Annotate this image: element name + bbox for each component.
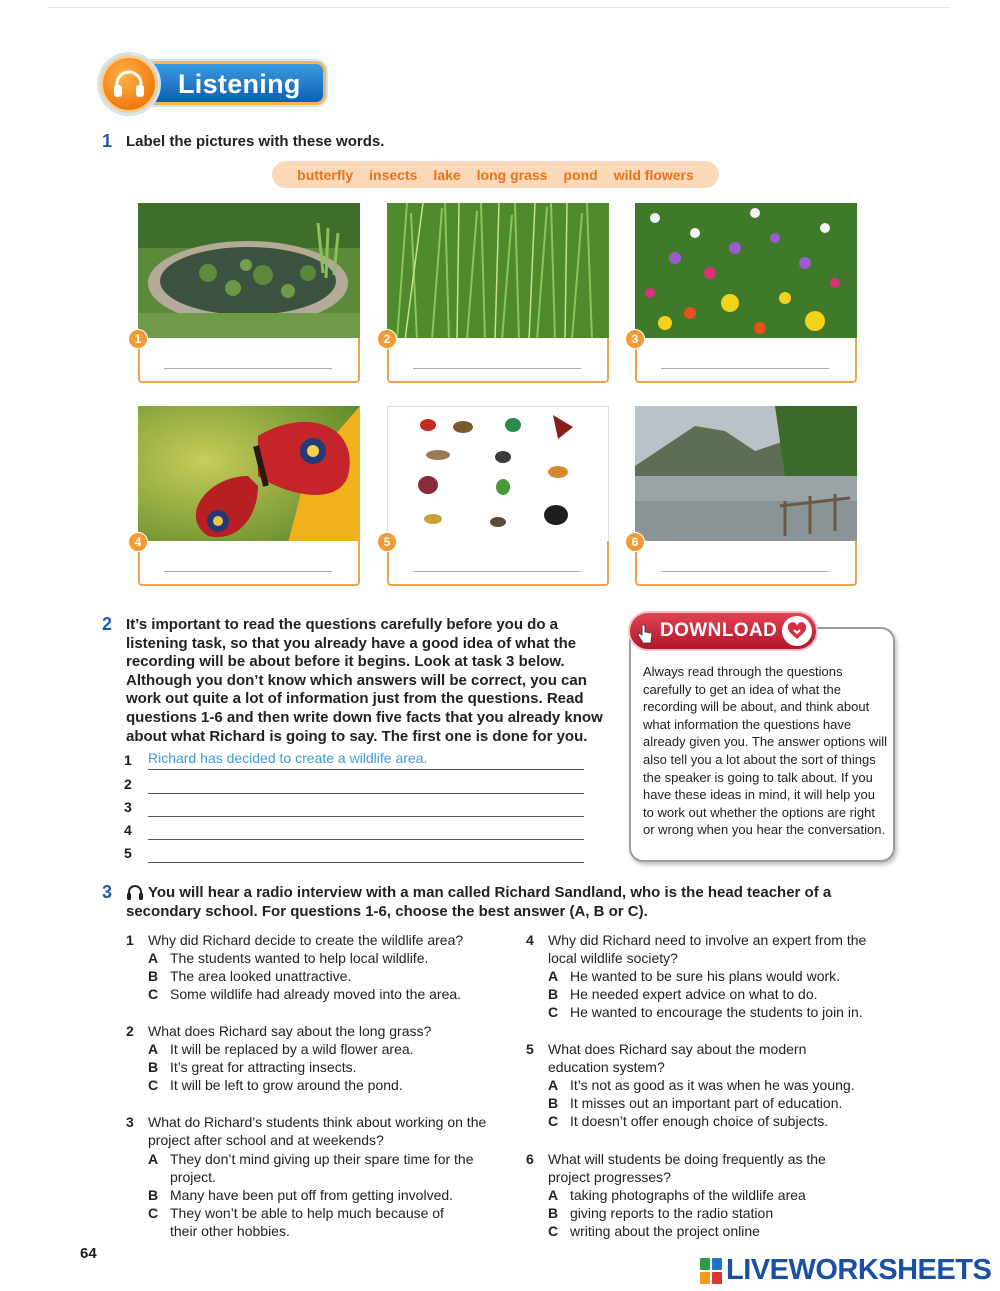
option-letter: A	[148, 1041, 159, 1057]
option-text: It’s great for attracting insects.	[170, 1059, 357, 1075]
heart-download-icon	[782, 616, 812, 646]
option-letter: B	[148, 1059, 159, 1075]
option-text: He wanted to be sure his plans would work.	[570, 968, 841, 984]
question-text: What does Richard say about the modern education system?	[548, 1041, 807, 1076]
section-title: Listening	[178, 69, 301, 99]
picture-card-wild-flowers	[631, 203, 857, 383]
fact-number: 3	[124, 799, 132, 815]
answer-box[interactable]	[138, 338, 360, 383]
question-text: What do Richard’s students think about working on the project after school and at weekends?	[148, 1114, 487, 1149]
listening-header	[100, 55, 328, 113]
answer-box[interactable]	[387, 541, 609, 586]
picture-number: 2	[377, 329, 397, 349]
question-number: 4	[526, 932, 534, 948]
fact-example-answer: Richard has decided to create a wildlife area.	[148, 750, 428, 766]
word-bank-item: lake	[433, 166, 461, 183]
fact-row	[124, 797, 584, 817]
fact-input-line[interactable]	[148, 793, 584, 794]
option-letter: A	[548, 1077, 559, 1093]
fact-number: 5	[124, 845, 132, 861]
download-tip-box	[629, 627, 895, 862]
fact-number: 2	[124, 776, 132, 792]
option-text: He needed expert advice on what to do.	[570, 986, 818, 1002]
option-text: He wanted to encourage the students to join in.	[570, 1004, 863, 1020]
fact-input-line[interactable]	[148, 839, 584, 840]
question-text: What will students be doing frequently as the project progresses?	[548, 1151, 826, 1186]
task-3-number: 3	[102, 882, 113, 902]
option-letter: A	[148, 950, 159, 966]
question-text: What does Richard say about the long grass?	[148, 1023, 432, 1039]
option-text: Some wildlife had already moved into the area.	[170, 986, 462, 1002]
fact-row	[124, 843, 584, 863]
picture-card-butterfly	[134, 406, 360, 586]
question-number: 6	[526, 1151, 534, 1167]
option-text: writing about the project online	[570, 1223, 760, 1239]
fact-number: 4	[124, 822, 132, 838]
option-text: They won’t be able to help much because of their other hobbies.	[170, 1205, 444, 1240]
fact-row	[124, 750, 584, 770]
option-letter: C	[548, 1004, 559, 1020]
download-label: DOWNLOAD	[660, 620, 778, 641]
option-text: It will be replaced by a wild flower area.	[170, 1041, 414, 1057]
question-number: 5	[526, 1041, 534, 1057]
option-letter: B	[548, 986, 559, 1002]
long-grass-image	[387, 203, 609, 340]
lake-image	[635, 406, 857, 543]
fact-input-line[interactable]	[148, 862, 584, 863]
butterfly-image	[138, 406, 360, 543]
option-text: They don’t mind giving up their spare time for the project.	[170, 1151, 474, 1186]
option-text: The area looked unattractive.	[170, 968, 352, 984]
pond-image	[138, 203, 360, 340]
word-bank-item: pond	[563, 166, 598, 183]
option-letter: A	[548, 968, 559, 984]
fact-input-line[interactable]	[148, 816, 584, 817]
top-rule	[48, 7, 950, 8]
task-3-instruction: You will hear a radio interview with a man called Richard Sandland, who is the head teacher of a secondary school. For questions 1-6, choose the best answer (A, B or C).	[126, 884, 832, 920]
fact-number: 1	[124, 752, 132, 768]
option-text: It misses out an important part of education.	[570, 1095, 843, 1111]
brand-name: LIVEWORKSHEETS	[726, 1254, 992, 1286]
pointer-hand-icon	[636, 623, 654, 645]
option-letter: C	[148, 1077, 159, 1093]
download-banner	[628, 611, 818, 651]
picture-card-lake	[631, 406, 857, 586]
picture-card-long-grass	[383, 203, 609, 383]
fact-row	[124, 774, 584, 794]
page-number: 64	[80, 1245, 97, 1262]
task-2-number: 2	[102, 614, 113, 634]
task-2-instruction: It’s important to read the questions carefully before you do a listening task, so that you already have a good idea of what the recording will be about before it begins. Look at task 3 below. Although you don’t know which answers will be correct, you can work out quite a lot of information just from the questions. Read questions 1-6 and then write down five facts that you already know about what Richard is going to say. The first one is done for you.	[126, 616, 603, 745]
option-letter: C	[148, 1205, 159, 1221]
picture-card-pond	[134, 203, 360, 383]
option-letter: B	[148, 968, 159, 984]
picture-number: 4	[128, 532, 148, 552]
task-1-instruction: Label the pictures with these words.	[126, 133, 385, 150]
word-bank	[272, 161, 719, 188]
picture-number: 5	[377, 532, 397, 552]
option-letter: A	[548, 1187, 559, 1203]
option-letter: B	[548, 1095, 559, 1111]
picture-number: 3	[625, 329, 645, 349]
option-text: It will be left to grow around the pond.	[170, 1077, 403, 1093]
option-letter: C	[148, 986, 159, 1002]
picture-number: 6	[625, 532, 645, 552]
option-letter: B	[548, 1205, 559, 1221]
question-text: Why did Richard decide to create the wildlife area?	[148, 932, 464, 948]
wild-flowers-image	[635, 203, 857, 340]
answer-box[interactable]	[635, 541, 857, 586]
option-text: taking photographs of the wildlife area	[570, 1187, 806, 1203]
picture-card-insects	[383, 406, 609, 586]
insects-image	[387, 406, 609, 543]
answer-box[interactable]	[138, 541, 360, 586]
option-text: It’s not as good as it was when he was young.	[570, 1077, 855, 1093]
picture-number: 1	[128, 329, 148, 349]
logo-grid-icon	[700, 1258, 722, 1284]
option-text: Many have been put off from getting involved.	[170, 1187, 454, 1203]
answer-box[interactable]	[387, 338, 609, 383]
fact-row	[124, 820, 584, 840]
task-1-number: 1	[102, 131, 113, 151]
option-text: It doesn’t offer enough choice of subjects.	[570, 1113, 829, 1129]
option-letter: C	[548, 1223, 559, 1239]
question-number: 3	[126, 1114, 134, 1130]
option-letter: C	[548, 1113, 559, 1129]
word-bank-item: insects	[369, 166, 418, 183]
question-number: 1	[126, 932, 134, 948]
headphones-icon	[100, 55, 158, 113]
question-text: Why did Richard need to involve an expert from the local wildlife society?	[548, 932, 867, 967]
word-bank-item: butterfly	[297, 166, 354, 183]
download-tip-text: Always read through the questions carefully to get an idea of what the recording will be about, and think about what information the questions have already given you. The answer options will also tell you a lot about the sort of things the speaker is going to talk about. If you have these ideas in mind, it will help you to work out whether the options are right or wrong when you hear the conversation.	[643, 664, 888, 838]
word-bank-item: wild flowers	[613, 166, 694, 183]
option-letter: A	[148, 1151, 159, 1167]
question-number: 2	[126, 1023, 134, 1039]
option-letter: B	[148, 1187, 159, 1203]
fact-line	[148, 769, 584, 770]
option-text: The students wanted to help local wildlife.	[170, 950, 429, 966]
answer-box[interactable]	[635, 338, 857, 383]
liveworksheets-logo	[700, 1254, 991, 1287]
word-bank-item: long grass	[476, 166, 548, 183]
option-text: giving reports to the radio station	[570, 1205, 774, 1221]
